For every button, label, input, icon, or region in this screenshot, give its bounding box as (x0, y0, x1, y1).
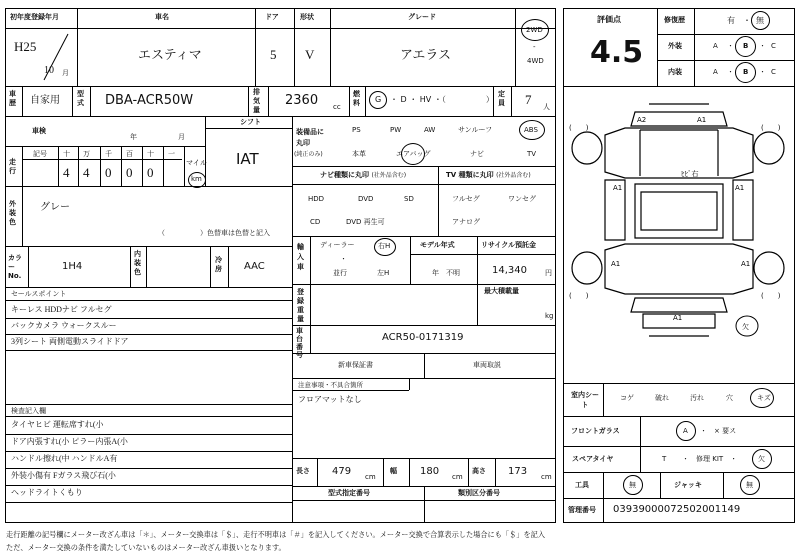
odometer-digit-head: 十 (147, 150, 154, 158)
body-type-value: 自家用 (30, 95, 60, 106)
diagram-label-a1-rear-right: A1 (741, 260, 751, 268)
windshield-rest: ・ × 要ス (700, 427, 737, 435)
inspector-header: 検査記入欄 (11, 407, 46, 415)
jack-header: ジャッキ (674, 481, 702, 489)
navi-item: HDD (308, 195, 325, 203)
model-value: DBA-ACR50W (105, 93, 194, 108)
inspection-month: 月 (178, 133, 185, 141)
mm-tl: ( ) (569, 124, 589, 132)
spare-t: T (662, 455, 667, 463)
car-diagram (565, 100, 793, 380)
shift-header: シフト (240, 118, 261, 126)
grade-sep: ・ (727, 68, 734, 76)
body-type-header: 車歴 (9, 90, 16, 107)
equipment-item: PS (352, 126, 361, 134)
recycle-header: リサイクル預託金 (481, 241, 537, 249)
month-unit: 月 (62, 69, 69, 77)
grade-c: C (771, 42, 776, 50)
drive-4wd: 4WD (527, 57, 544, 65)
score-value: 4.5 (590, 35, 644, 70)
diagram-label-a1-left: A1 (613, 184, 623, 192)
control-header: 管理番号 (568, 506, 596, 514)
repair-no: 無 (756, 16, 764, 25)
grade-b: B (743, 68, 749, 76)
navi-item: DVD 再生可 (346, 218, 385, 226)
seat-item: 破れ (655, 394, 669, 402)
inspector-note-item: ハンドル擦れ(中 ハンドルA有 (11, 454, 118, 463)
reg-weight-header: 登録重量 (297, 288, 304, 323)
shape-value: V (305, 47, 315, 62)
month-value: 10 (44, 65, 54, 76)
grade-header: グレード (408, 13, 436, 21)
seat-item: コゲ (620, 394, 634, 402)
tools-header: 工具 (575, 481, 589, 489)
grade-a: A (713, 68, 718, 76)
notes-header: 注意事項・不具合箇所 (298, 381, 363, 389)
diagram-label-hibi: ﾋﾋﾞ右 (681, 170, 699, 178)
tv-header (446, 172, 531, 179)
manual-label: 車両取説 (473, 361, 501, 369)
color-value: グレー (40, 202, 70, 213)
odometer-digit-head: 一 (168, 150, 175, 158)
odometer-digit-head: 十 (63, 150, 70, 158)
rh-label: 右H (378, 242, 391, 250)
footer-note-1: 走行距離の記号欄にメーター改ざん車は「＊」、メーター交換車は「＄」、走行不明車は「＃」を記入してください。メーター交換で合算表示した場合にも「＄」を記入 (6, 530, 546, 539)
type-designation-header: 型式指定番号 (328, 489, 370, 497)
grade-sep: ・ (759, 68, 766, 76)
interior-header: 内装 (668, 68, 682, 76)
doors-value: 5 (270, 47, 277, 62)
repair-header: 修復歴 (664, 16, 685, 24)
sales-point-item: バックカメラ ウォークスルー (11, 321, 117, 330)
tv-item: フルセグ (452, 195, 480, 203)
model-year-header: モデル年式 (420, 241, 455, 249)
spare-header: スペアタイヤ (572, 455, 614, 463)
kg-label: kg (545, 312, 554, 320)
car-name-value: エスティマ (138, 47, 202, 62)
notes-value: フロアマットなし (298, 395, 362, 404)
inspection-year: 年 (130, 133, 137, 141)
width-unit: cm (452, 473, 463, 481)
capacity-unit: 人 (543, 103, 550, 111)
tools-value: 無 (629, 481, 636, 489)
chassis-value: ACR50-0171319 (382, 332, 464, 343)
new-warranty-label: 新車保証書 (338, 361, 373, 369)
mile-label: マイル (186, 159, 207, 167)
odometer-digit: 0 (126, 165, 133, 180)
model-year-value: 年 不明 (432, 269, 460, 277)
seat-item: 汚れ (690, 394, 704, 402)
tv-item: ワンセグ (508, 195, 536, 203)
equipment-item: AW (424, 126, 436, 134)
grade-b-circle (735, 36, 756, 57)
recycle-value: 14,340 (492, 265, 527, 276)
diagram-label-a1-right: A1 (735, 184, 745, 192)
odometer-digit: 0 (147, 165, 154, 180)
navi-item: SD (404, 195, 414, 203)
width-value: 180 (420, 466, 440, 477)
height-unit: cm (541, 473, 552, 481)
color-no-header: カラーNo. (8, 254, 22, 280)
inspector-note-item: 外装小傷有 Fガラス飛び石(小 (11, 471, 116, 480)
odometer-digit-head: 千 (105, 150, 112, 158)
equipment-item: ナビ (470, 150, 484, 158)
model-header: 型式 (77, 90, 84, 107)
inspector-note-item: タイヤヒビ 運転席すれ(小 (11, 420, 104, 429)
import-dot: ・ (340, 255, 347, 263)
shape-header: 形状 (300, 13, 314, 21)
mileage-header: 走行 (9, 158, 16, 175)
shift-value: IAT (236, 150, 259, 168)
windshield-header: フロントガラス (571, 427, 620, 435)
equipment-header: 装備品に丸印 (296, 128, 324, 147)
navi-header (320, 172, 406, 179)
interior-color-header: 内装色 (134, 250, 141, 276)
color-no-value: 1H4 (62, 261, 83, 272)
grade-sep: ・ (759, 42, 766, 50)
grade-sep: ・ (727, 42, 734, 50)
length-value: 479 (332, 466, 352, 477)
inspector-note-item: ドア内張すれ(小 ピラー内張A(小 (11, 437, 128, 446)
era-value: H25 (14, 39, 37, 54)
navi-item: CD (310, 218, 321, 226)
inspection-header: 車検 (32, 127, 46, 135)
diagram-label-a1-rear-left: A1 (611, 260, 621, 268)
first-reg-header: 初年度登録年月 (10, 13, 59, 21)
navi-item: DVD (358, 195, 374, 203)
equipment-item: エアバッグ (396, 150, 431, 158)
drive-2wd: 2WD (526, 26, 543, 34)
diagram-label-a2: A2 (637, 116, 647, 124)
capacity-value: 7 (525, 92, 532, 107)
tv-item: アナログ (452, 218, 480, 226)
grade-b: B (743, 42, 749, 50)
repair-sep: ・ (743, 16, 751, 25)
navi-header-main: ナビ種類に丸印 (320, 171, 369, 179)
equipment-item: サンルーフ (458, 126, 493, 134)
seat-item: 穴 (726, 394, 733, 402)
ac-header: 冷房 (215, 256, 222, 273)
inspector-note-item: ヘッドライトくもり (11, 488, 83, 497)
equipment-item: 本革 (352, 150, 366, 158)
diagram-label-a1-top: A1 (697, 116, 707, 124)
tv-header-sub: (社外品含む) (496, 172, 531, 179)
odometer-digit-head: 百 (126, 150, 133, 158)
spare-mid: ・ 修理 KIT ・ (682, 455, 738, 463)
doors-header: ドア (265, 13, 279, 21)
color-header: 外装色 (9, 200, 16, 226)
fuel-header: 燃料 (353, 90, 360, 107)
ac-value: AAC (244, 261, 265, 272)
mm-br: ( ) (761, 292, 781, 300)
mm-bl: ( ) (569, 292, 589, 300)
grade-a: A (713, 42, 718, 50)
color-note: （ ）色替車は色替と記入 (158, 229, 270, 237)
navi-header-sub: (社外品含む) (371, 172, 407, 179)
car-name-header: 車名 (155, 13, 169, 21)
seat-item: キズ (757, 394, 771, 402)
drive-dash: - (533, 43, 536, 51)
displacement-unit: cc (333, 103, 341, 111)
footer-note-2: ただ、メーター交換の条件を満たしていないものはメーター改ざん車扱いとなります。 (6, 543, 286, 552)
equipment-item: PW (390, 126, 402, 134)
tv-header-main: TV 種類に丸印 (446, 171, 494, 179)
max-load-header: 最大積載量 (484, 287, 519, 295)
odometer-digit: 0 (105, 165, 112, 180)
chassis-header: 車台番号 (296, 327, 303, 359)
sales-header: セールスポイント (11, 290, 67, 298)
fuel-g: G (375, 95, 382, 104)
seat-header: 室内シート (571, 391, 599, 409)
length-header: 長さ (296, 467, 310, 475)
odometer-digit-head: 万 (83, 150, 90, 158)
width-header: 幅 (390, 467, 397, 475)
equipment-item: TV (527, 150, 537, 158)
displacement-value: 2360 (285, 93, 319, 108)
odometer-digit: 4 (83, 165, 90, 180)
grade-c: C (771, 68, 776, 76)
grade-value: アエラス (400, 47, 451, 62)
dealer-label: ディーラー (320, 241, 355, 249)
windshield-a: A (683, 427, 688, 435)
odometer-digit: 4 (63, 165, 70, 180)
chip-label: 欠 (742, 323, 749, 331)
equipment-item: ABS (524, 126, 538, 134)
import-header: 輸入車 (297, 243, 304, 271)
category-header: 類別区分番号 (458, 489, 500, 497)
parallel-label: 並行 (333, 269, 347, 277)
spare-ketsu: 欠 (758, 455, 765, 463)
control-value: 03939000072502001149 (613, 504, 741, 515)
sales-point-item: 3列シート 両側電動スライドドア (11, 337, 129, 346)
score-header: 評価点 (597, 15, 621, 24)
repair-yes: 有 (727, 16, 735, 25)
length-unit: cm (365, 473, 376, 481)
equipment-sub: (純正のみ) (294, 151, 323, 158)
grade-b-circle (735, 62, 756, 83)
jack-value: 無 (746, 481, 753, 489)
km-label: km (191, 175, 202, 183)
mileage-sub: 記号 (33, 150, 47, 158)
yen-label: 円 (545, 269, 552, 277)
lh-label: 左H (377, 269, 390, 277)
mm-tr: ( ) (761, 124, 781, 132)
height-value: 173 (508, 466, 528, 477)
diagram-label-a1-rear: A1 (673, 314, 683, 322)
displacement-header: 排気量 (253, 88, 260, 114)
exterior-header: 外装 (668, 42, 682, 50)
fuel-options: ・ D ・ HV ・（ ） (390, 95, 494, 104)
sales-point-item: キーレス HDDナビ フルセグ (11, 305, 112, 314)
height-header: 高さ (472, 467, 486, 475)
capacity-header: 定員 (498, 90, 505, 107)
